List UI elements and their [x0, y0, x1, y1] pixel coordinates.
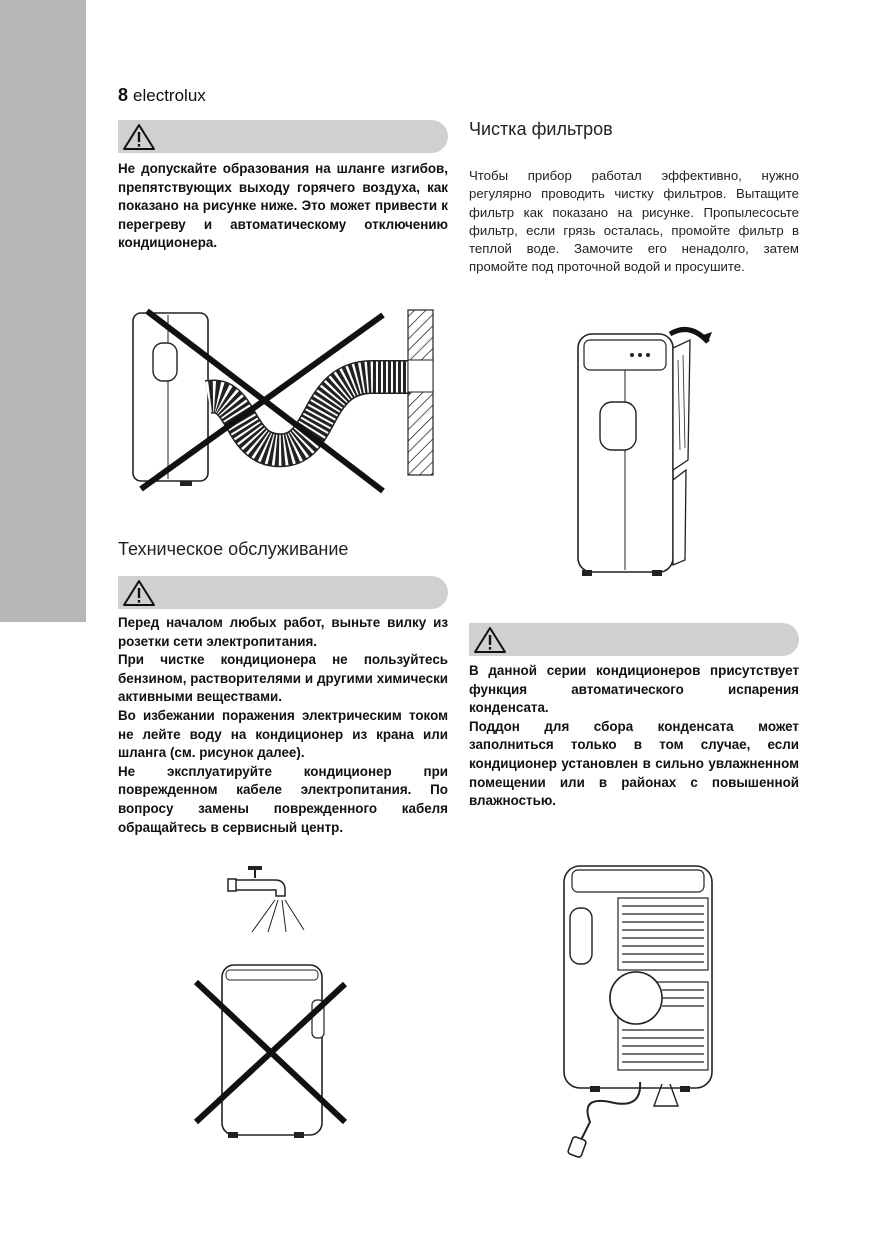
warning-bar: [118, 576, 448, 609]
rear-view-figure: [550, 860, 720, 1160]
warning-bar: [118, 120, 448, 153]
warning-text-maintenance: Перед началом любых работ, выньте вилку из розетки сети электропитания. При чистке кондиционера не пользуйтесь бензином, растворителями и другими химически активными веществами. Во избежании поражения электрическим током не лейте воду на кондиционер из крана или шланга (см. рисунок далее). Не эксплуатируйте кондиционер при поврежденном кабеле электропитания. По вопросу замены поврежденного кабеля обращайтесь в сервисный центр.: [118, 615, 448, 835]
page-header: [118, 85, 206, 106]
warning-bar: [469, 623, 799, 656]
filter-removal-figure: [570, 320, 720, 580]
warning-icon: [473, 626, 507, 654]
bent-hose-figure: [125, 305, 445, 500]
side-tab: [0, 0, 86, 622]
section-title-maintenance: Техническое обслуживание: [118, 539, 349, 559]
section-title-filters: Чистка фильтров: [469, 119, 613, 139]
warning-text-hose: Не допускайте образования на шланге изгибов, препятствующих выходу горячего воздуха, как показано на рисунке ниже. Это может привести к перегреву и автоматическому отключению кондиционера.: [118, 161, 448, 251]
warning-text-condensate: В данной серии кондиционеров присутствует функция автоматического испарения конденсата. Поддон для сбора конденсата может заполниться только в том случае, если кондиционер установлен в сильно увлажненном помещении или в районах с повышенной влажностью.: [469, 663, 799, 809]
warning-icon: [122, 579, 156, 607]
filter-instructions: Чтобы прибор работал эффективно, нужно регулярно проводить чистку фильтров. Вытащите фильтр как показано на рисунке. Пропылесосьте фильтр, если грязь осталась, промойте фильтр в теплой воде. Замочите его ненадолго, затем промойте под проточной водой и просушите.: [469, 168, 799, 275]
warning-icon: [122, 123, 156, 151]
no-water-figure: [190, 860, 360, 1150]
brand-name: electrolux: [133, 86, 206, 105]
page-number: 8: [118, 85, 129, 105]
